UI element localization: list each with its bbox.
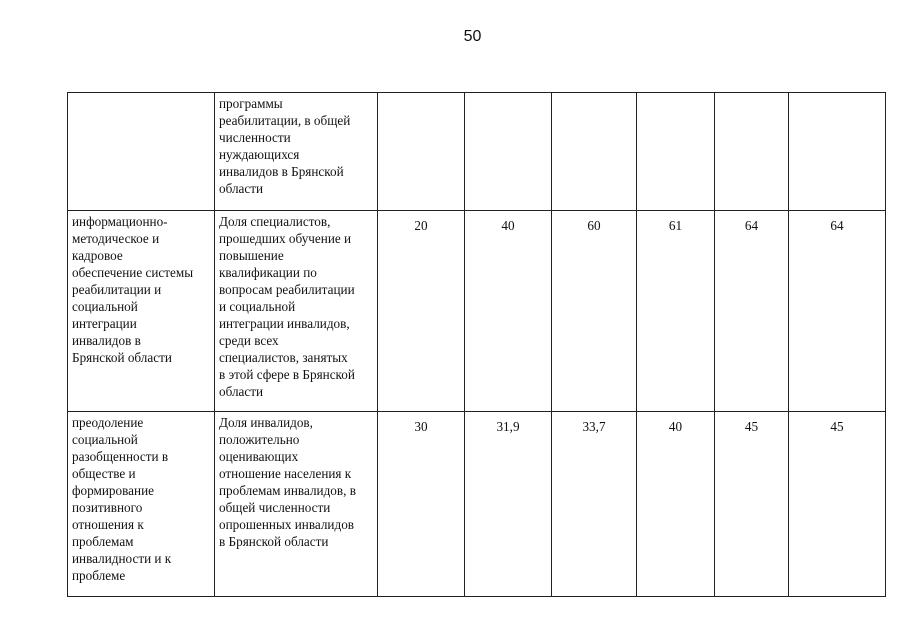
value-cell: 31,9 [465, 412, 552, 597]
value-cell: 40 [465, 211, 552, 412]
value-cell: 45 [789, 412, 886, 597]
value-cell [465, 93, 552, 211]
direction-cell: информационно- методическое и кадровое обеспечение системы реабилитации и социальной интеграции инвалидов в Брянской области [68, 211, 215, 412]
value-cell: 61 [637, 211, 715, 412]
indicator-cell: Доля специалистов, прошедших обучение и повышение квалификации по вопросам реабилитации и социальной интеграции инвалидов, среди всех специалистов, занятых в этой сфере в Брянской области [215, 211, 378, 412]
value-cell: 30 [378, 412, 465, 597]
value-cell: 45 [715, 412, 789, 597]
table-row [68, 211, 886, 412]
value-cell: 64 [715, 211, 789, 412]
value-cell [789, 93, 886, 211]
value-cell: 64 [789, 211, 886, 412]
value-cell [715, 93, 789, 211]
value-cell: 33,7 [552, 412, 637, 597]
page-number: 50 [463, 28, 482, 45]
value-cell [552, 93, 637, 211]
direction-cell [68, 93, 215, 211]
direction-cell: преодоление социальной разобщенности в обществе и формирование позитивного отношения к проблемам инвалидности и к проблеме [68, 412, 215, 597]
indicator-cell: программы реабилитации, в общей численности нуждающихся инвалидов в Брянской области [215, 93, 378, 211]
indicator-cell: Доля инвалидов, положительно оценивающих отношение населения к проблемам инвалидов, в общей численности опрошенных инвалидов в Брянской области [215, 412, 378, 597]
table-row [68, 93, 886, 211]
value-cell [637, 93, 715, 211]
indicators-table [67, 92, 886, 597]
value-cell: 20 [378, 211, 465, 412]
table-row [68, 412, 886, 597]
value-cell: 40 [637, 412, 715, 597]
value-cell: 60 [552, 211, 637, 412]
value-cell [378, 93, 465, 211]
